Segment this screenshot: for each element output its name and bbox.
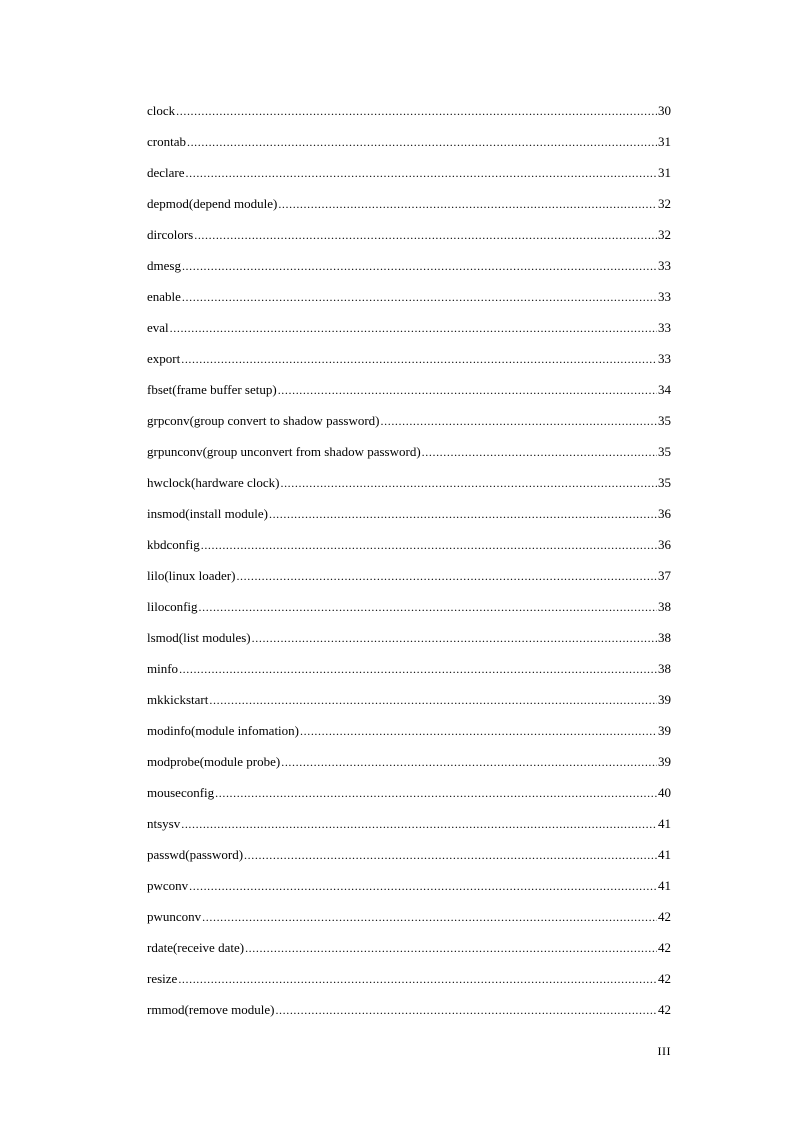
toc-entry[interactable] <box>147 939 671 970</box>
toc-entry-page: 39 <box>658 754 671 769</box>
toc-leader <box>244 846 657 864</box>
toc-leader <box>215 784 657 802</box>
toc-entry-page: 41 <box>658 847 671 862</box>
toc-entry-page: 33 <box>658 351 671 366</box>
toc-entry[interactable] <box>147 567 671 598</box>
toc-leader <box>278 381 657 399</box>
toc-entry[interactable] <box>147 164 671 195</box>
toc-leader <box>181 350 657 368</box>
toc-entry-title: hwclock(hardware clock) <box>147 475 280 490</box>
toc-entry[interactable] <box>147 598 671 629</box>
toc-entry-page: 37 <box>658 568 671 583</box>
toc-leader <box>269 505 657 523</box>
toc-entry-page: 36 <box>658 506 671 521</box>
toc-leader <box>176 102 657 120</box>
toc-leader <box>201 536 657 554</box>
toc-entry-page: 41 <box>658 878 671 893</box>
toc-entry-title: modinfo(module infomation) <box>147 723 300 738</box>
toc-entry[interactable] <box>147 350 671 381</box>
toc-entry[interactable] <box>147 102 671 133</box>
toc-entry-title: depmod(depend module) <box>147 196 278 211</box>
toc-leader <box>179 660 657 678</box>
toc-entry-title: lilo(linux loader) <box>147 568 236 583</box>
toc-entry-page: 42 <box>658 909 671 924</box>
toc-entry-title: lsmod(list modules) <box>147 630 251 645</box>
toc-entry[interactable] <box>147 815 671 846</box>
toc-entry-page: 35 <box>658 475 671 490</box>
toc-entry-page: 31 <box>658 134 671 149</box>
toc-entry-page: 33 <box>658 320 671 335</box>
toc-entry-title: pwunconv <box>147 909 202 924</box>
page-number: III <box>657 1044 671 1058</box>
toc-entry-title: dmesg <box>147 258 181 273</box>
toc-entry[interactable] <box>147 288 671 319</box>
toc-leader <box>280 474 657 492</box>
toc-leader <box>275 1001 657 1019</box>
toc-entry[interactable] <box>147 970 671 1001</box>
toc-entry-title: modprobe(module probe) <box>147 754 281 769</box>
toc-entry[interactable] <box>147 412 671 443</box>
toc-entry[interactable] <box>147 319 671 350</box>
toc-entry-title: rdate(receive date) <box>147 940 245 955</box>
toc-entry[interactable] <box>147 536 671 567</box>
toc-entry[interactable] <box>147 908 671 939</box>
toc-entry-page: 38 <box>658 630 671 645</box>
toc-entry-page: 42 <box>658 1002 671 1017</box>
toc-entry-title: pwconv <box>147 878 189 893</box>
toc-entry-title: insmod(install module) <box>147 506 268 521</box>
toc-entry-page: 32 <box>658 196 671 211</box>
toc-entry-page: 33 <box>658 289 671 304</box>
toc-entry-title: enable <box>147 289 181 304</box>
toc-entry[interactable] <box>147 474 671 505</box>
toc-entry-title: rmmod(remove module) <box>147 1002 275 1017</box>
toc-leader <box>209 691 657 709</box>
toc-entry[interactable] <box>147 784 671 815</box>
toc-entry-title: fbset(frame buffer setup) <box>147 382 277 397</box>
toc-leader <box>245 939 657 957</box>
toc-entry[interactable] <box>147 226 671 257</box>
toc-leader <box>199 598 657 616</box>
toc-entry[interactable] <box>147 133 671 164</box>
toc-leader <box>202 908 657 926</box>
toc-leader <box>189 877 657 895</box>
toc-entry[interactable] <box>147 195 671 226</box>
toc-entry[interactable] <box>147 660 671 691</box>
toc-entry-page: 41 <box>658 816 671 831</box>
toc-entry-page: 31 <box>658 165 671 180</box>
toc-entry-title: dircolors <box>147 227 194 242</box>
toc-entry[interactable] <box>147 846 671 877</box>
toc-entry-title: ntsysv <box>147 816 181 831</box>
toc-entry-title: declare <box>147 165 185 180</box>
toc-entry[interactable] <box>147 722 671 753</box>
toc-entry[interactable] <box>147 877 671 908</box>
toc-entry-page: 30 <box>658 103 671 118</box>
toc-entry-page: 33 <box>658 258 671 273</box>
toc-entry-title: passwd(password) <box>147 847 244 862</box>
toc-entry-page: 35 <box>658 444 671 459</box>
toc-entry[interactable] <box>147 257 671 288</box>
toc-entry-title: kbdconfig <box>147 537 200 552</box>
toc-entry-title: mouseconfig <box>147 785 215 800</box>
toc-entry-page: 40 <box>658 785 671 800</box>
toc-entry-page: 38 <box>658 599 671 614</box>
toc-entry-title: grpunconv(group unconvert from shadow password) <box>147 444 421 459</box>
toc-entry-page: 32 <box>658 227 671 242</box>
toc-entry[interactable] <box>147 1001 671 1032</box>
toc-leader <box>281 753 657 771</box>
toc-leader <box>181 815 657 833</box>
toc-leader <box>422 443 657 461</box>
toc-entry[interactable] <box>147 381 671 412</box>
toc-entry-page: 42 <box>658 940 671 955</box>
toc-entry-page: 39 <box>658 692 671 707</box>
toc-entry-title: clock <box>147 103 176 118</box>
toc-entry-page: 39 <box>658 723 671 738</box>
toc-entry-title: export <box>147 351 181 366</box>
toc-leader <box>236 567 657 585</box>
toc-entry-page: 35 <box>658 413 671 428</box>
toc-leader <box>186 164 657 182</box>
toc-entry-title: liloconfig <box>147 599 198 614</box>
toc-leader <box>381 412 657 430</box>
toc-leader <box>278 195 657 213</box>
toc-entry-page: 42 <box>658 971 671 986</box>
toc-leader <box>187 133 657 151</box>
toc-leader <box>194 226 657 244</box>
toc-entry-title: resize <box>147 971 178 986</box>
toc-entry-title: eval <box>147 320 169 335</box>
toc-leader <box>182 257 657 275</box>
toc-leader <box>178 970 657 988</box>
toc-entry-title: mkkickstart <box>147 692 209 707</box>
toc-entry-title: crontab <box>147 134 186 149</box>
toc-entry-page: 38 <box>658 661 671 676</box>
toc-leader <box>252 629 657 647</box>
table-of-contents <box>147 102 671 1032</box>
toc-leader <box>170 319 657 337</box>
toc-entry[interactable] <box>147 691 671 722</box>
toc-entry-page: 34 <box>658 382 671 397</box>
toc-entry-title: grpconv(group convert to shadow password) <box>147 413 380 428</box>
toc-leader <box>300 722 657 740</box>
toc-entry[interactable] <box>147 629 671 660</box>
toc-entry[interactable] <box>147 443 671 474</box>
toc-leader <box>182 288 657 306</box>
toc-entry-page: 36 <box>658 537 671 552</box>
toc-entry-title: minfo <box>147 661 179 676</box>
toc-entry[interactable] <box>147 753 671 784</box>
toc-entry[interactable] <box>147 505 671 536</box>
